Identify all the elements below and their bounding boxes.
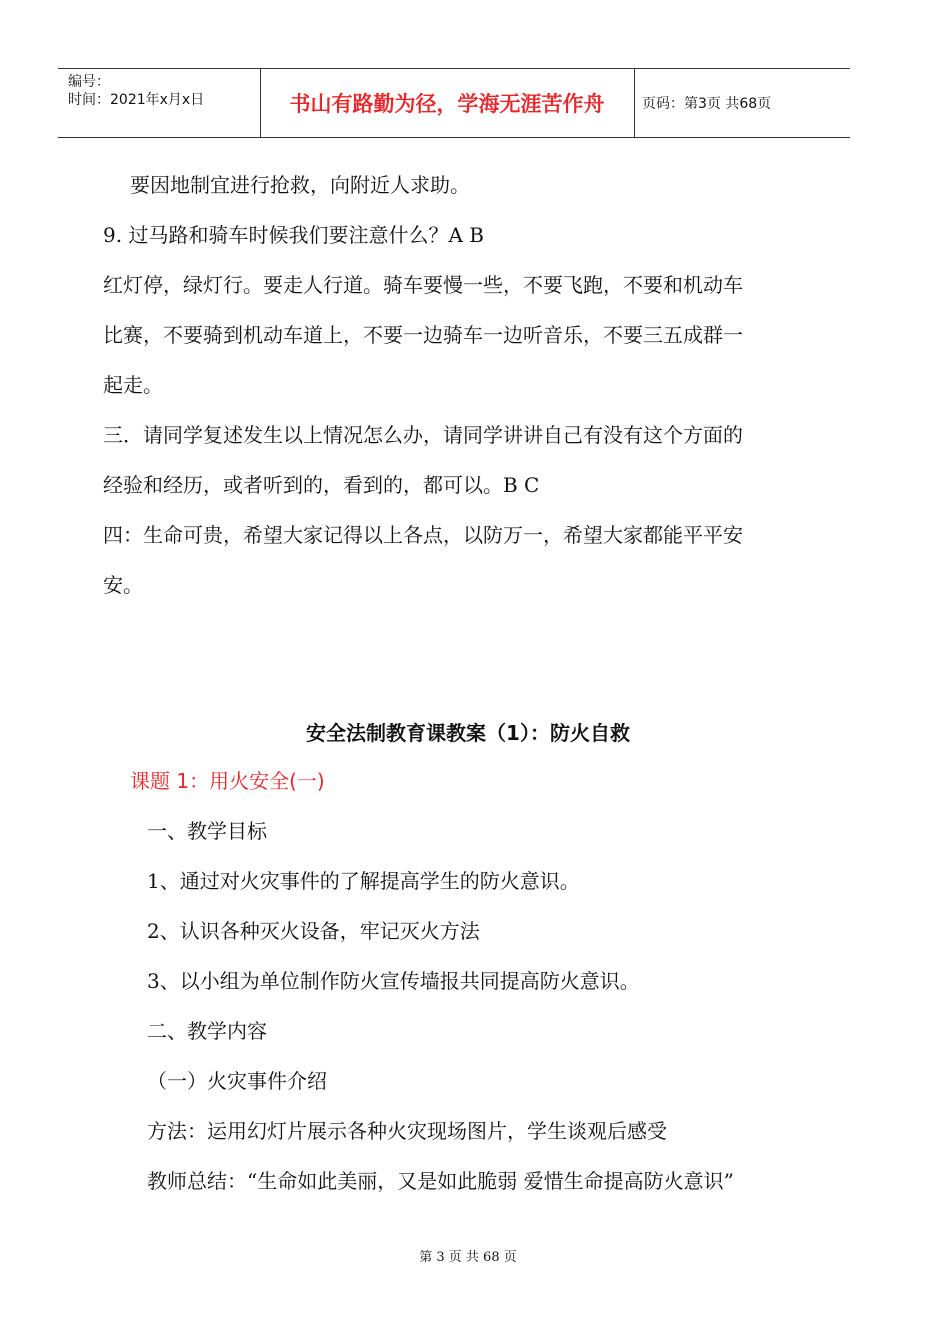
date-label: 时间：2021年x月x日	[68, 92, 205, 108]
teacher-summary: 教师总结：“生命如此美丽，又是如此脆弱 爱惜生命提高防火意识”	[147, 1169, 734, 1193]
goal-3: 3、以小组为单位制作防火宣传墙报共同提高防火意识。	[147, 969, 640, 993]
goal-1: 1、通过对火灾事件的了解提高学生的防火意识。	[147, 869, 580, 893]
section-four-line-2: 安。	[103, 573, 143, 597]
header-page-code: 页码：第3页 共68页	[642, 96, 772, 112]
answer-9-line-1: 红灯停，绿灯行。要走人行道。骑车要慢一些，不要飞跑，不要和机动车	[103, 273, 743, 297]
number-label: 编号：	[68, 74, 110, 90]
lesson-title: 安全法制教育课教案（1）：防火自救	[306, 721, 630, 745]
section-1-heading: （一）火灾事件介绍	[147, 1069, 327, 1093]
section-four-line-1: 四：生命可贵，希望大家记得以上各点，以防万一，希望大家都能平平安	[103, 523, 743, 547]
header-meta	[68, 73, 204, 109]
header-table	[58, 68, 850, 138]
method-text: 方法：运用幻灯片展示各种火灾现场图片，学生谈观后感受	[147, 1119, 667, 1143]
section-three-line-2: 经验和经历，或者听到的，看到的，都可以。B C	[103, 473, 540, 497]
goals-heading: 一、教学目标	[147, 819, 267, 843]
answer-9-line-2: 比赛，不要骑到机动车道上，不要一边骑车一边听音乐，不要三五成群一	[103, 323, 743, 347]
paragraph-rescue: 要因地制宜进行抢救，向附近人求助。	[130, 173, 470, 197]
content-heading: 二、教学内容	[147, 1019, 267, 1043]
lesson-topic: 课题 1：用火安全(一)	[130, 769, 325, 793]
header-divider-2	[634, 69, 635, 137]
section-three-line-1: 三．请同学复述发生以上情况怎么办，请同学讲讲自己有没有这个方面的	[103, 423, 743, 447]
page-footer: 第 3 页 共 68 页	[419, 1250, 517, 1265]
answer-9-line-3: 起走。	[103, 373, 163, 397]
header-motto: 书山有路勤为径，学海无涯苦作舟	[289, 92, 605, 116]
question-9: 9. 过马路和骑车时候我们要注意什么？A B	[103, 223, 484, 247]
goal-2: 2、认识各种灭火设备，牢记灭火方法	[147, 919, 480, 943]
